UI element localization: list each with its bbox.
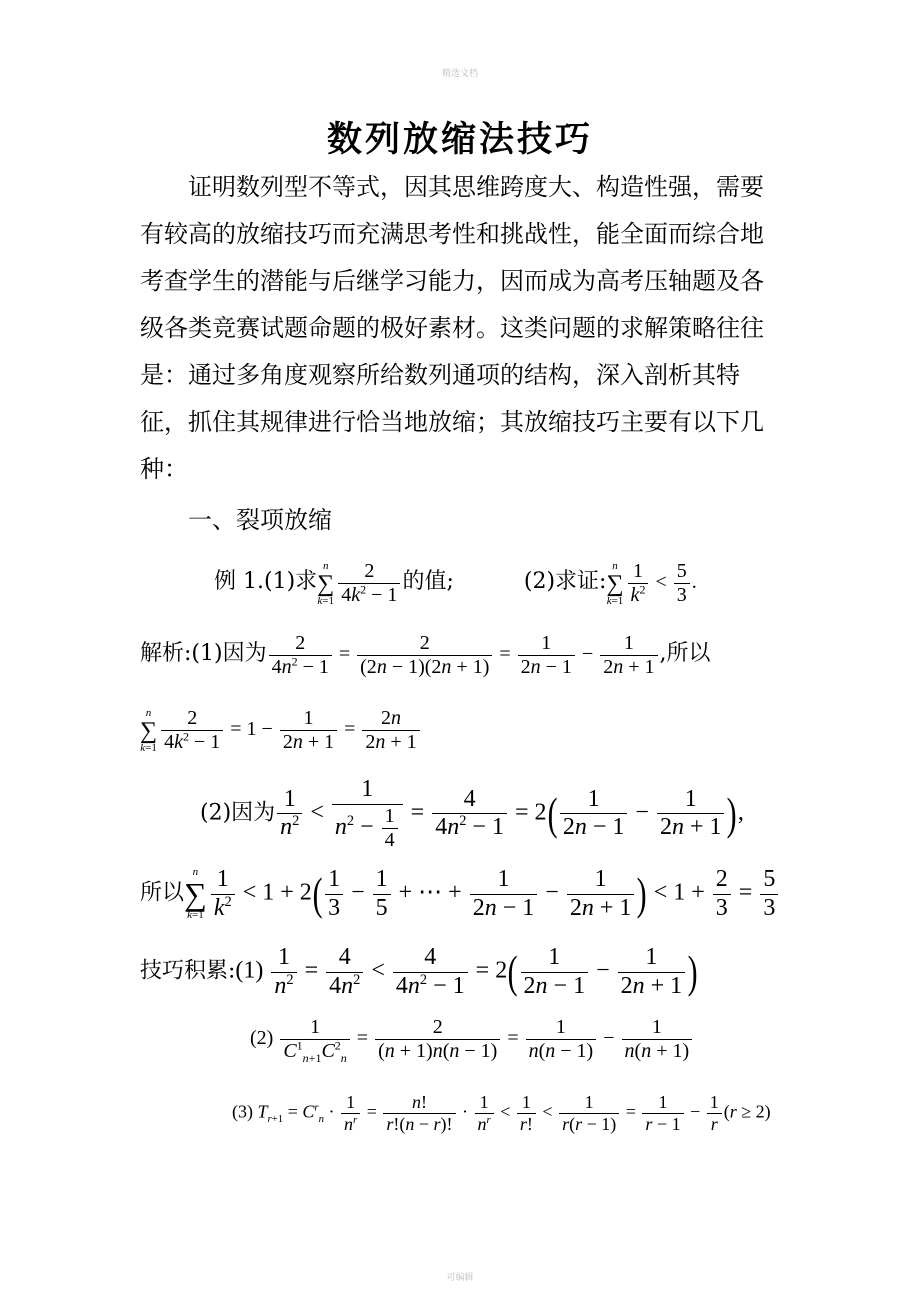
page-title: 数列放缩法技巧	[326, 119, 593, 160]
solution-2-line: (2)因为 $\frac{1}{n^2}$ < 1 $n^2$ − $\frac{1}{4}$ = $\frac{4}{4n^2 - 1}$ = 2( $\frac{1}{2n - 1}$ − $\frac{1}{2n + 1}$ ),	[200, 776, 744, 851]
sum-symbol: n ∑ k=1	[140, 706, 158, 754]
intro-paragraph: 证明数列型不等式，因其思维跨度大、构造性强，需要有较高的放缩技巧而充满思考性和挑战性，能全面而综合地考查学生的潜能与后继学习能力，因而成为高考压轴题及各级各类竞赛试题命题的极好素材。这类问题的求解策略往往是：通过多角度观察所给数列通项的结构，深入剖析其特征，抓住其规律进行恰当地放缩；其放缩技巧主要有以下几种：	[140, 173, 764, 483]
example-1: 例 1.(1)求n ∑ k=1 $\frac{2}{4k^2 - 1}$ 的值; (2)求证:n ∑ k=1 $\frac{1}{k^2}$ < $\frac{5}{3}$ .	[214, 559, 697, 607]
technique-label: 技巧积累:	[140, 958, 236, 984]
solution-label: 解析:(1)因为	[140, 641, 267, 667]
technique-1: 技巧积累:(1) $\frac{1}{n^2}$ = $\frac{4}{4n^2}$ < $\frac{4}{4n^2 - 1}$ = 2( $\frac{1}{2n - 1}$ − $\frac{1}{2n + 1}$ )	[140, 944, 698, 999]
so-label: ,所以	[659, 641, 711, 667]
because-label: (2)因为	[200, 800, 276, 826]
section-heading: 一、裂项放缩	[188, 506, 332, 534]
sum-symbol: n ∑ k=1	[317, 559, 335, 607]
technique-3: (3) $T_{r+1} = C^r_n$ · $\frac{1}{n^r}$ = $\frac{n!}{r!(n - r)!}$ · $\frac{1}{n^r}$ < $\frac{1}{r!}$ < $\frac{1}{r(r - 1)}$ = $\frac{1}{r - 1}$ − $\frac{1}{r}$ (r ≥ 2)	[232, 1092, 771, 1134]
solution-2-sum: 所以n ∑ k=1 $\frac{1}{k^2}$ < 1 + 2( $\frac{1}{3}$ − $\frac{1}{5}$ + ⋯ + $\frac{1}{2n - 1}$ − $\frac{1}{2n + 1}$ ) < 1 + $\frac{2}{3}$ = $\frac{5}{3}$	[140, 866, 780, 922]
technique-2: (2) $\frac{1}{C^1_{n+1}C^2_n}$ = $\frac{2}{(n + 1)n(n - 1)}$ = $\frac{1}{n(n - 1)}$ − $\frac{1}{n(n + 1)}$	[250, 1016, 694, 1063]
sum-symbol: n ∑ k=1	[184, 866, 207, 922]
sum-symbol: n ∑ k=1	[606, 559, 624, 607]
solution-1-sum: n ∑ k=1 $\frac{2}{4k^2 - 1}$ = 1 − $\frac{1}{2n + 1}$ = $\frac{2n}{2n + 1}$	[140, 707, 422, 754]
example-1-value-text: 的值;	[402, 569, 454, 595]
footer-watermark: 可编辑	[446, 1273, 474, 1283]
example-1-part2-label: (2)求证:	[523, 569, 607, 595]
solution-1-line: 解析:(1)因为 $\frac{2}{4n^2 - 1}$ = $\frac{2}{(2n - 1)(2n + 1)}$ = $\frac{1}{2n - 1}$ − $\frac{1}{2n + 1}$ ,所以	[140, 632, 711, 678]
so-label-2: 所以	[140, 880, 185, 906]
header-watermark: 精选文档	[441, 69, 478, 79]
example-1-label: 例 1.(1)求	[214, 569, 318, 595]
